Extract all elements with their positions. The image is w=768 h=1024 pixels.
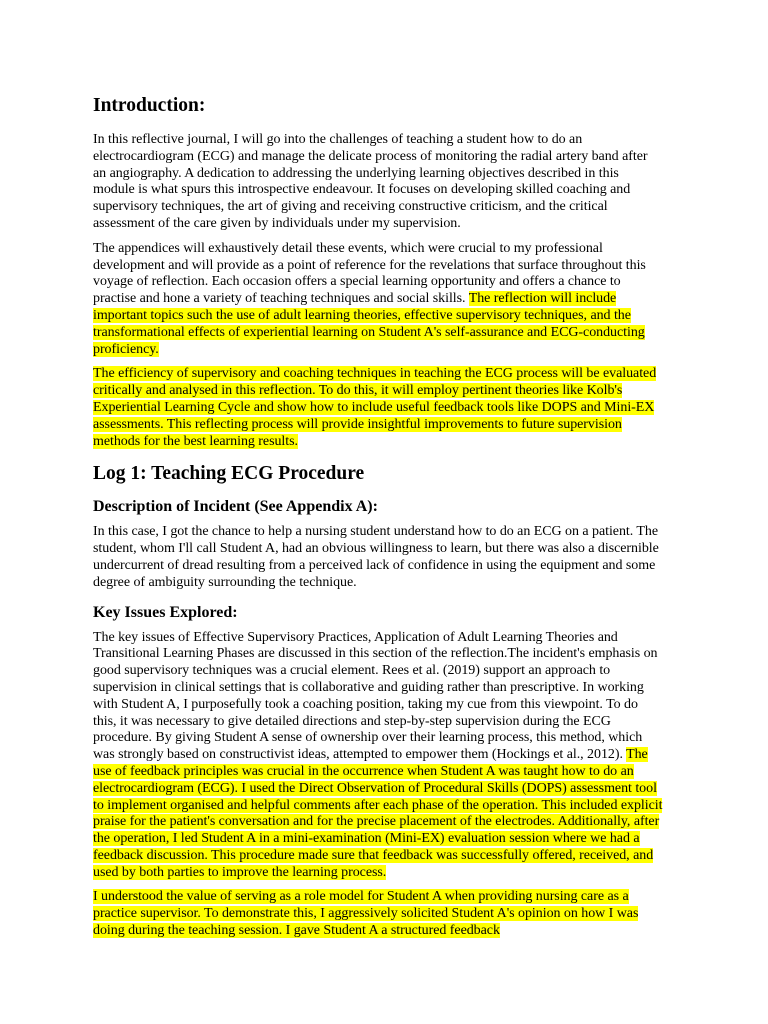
key-issues-paragraph-1-text: The key issues of Effective Supervisory Practices, Application of Adult Learning Theories and Transitional Learning Phases are discussed in this section of the reflection.The incident's emphasis on good supervisory techniques was a crucial element. Rees et al. (2019) support an approach to supervision in clinical settings that is collaborative and guiding rather than prescriptive. In working with Student A, I purposefully took a coaching position, taking my cue from this viewpoint. To do this, it was necessary to give detailed directions and step-by-step supervision during the ECG procedure. By giving Student A sense of ownership over their learning process, this method, which was strongly based on constructivist ideas, attempted to empower them (Hockings et al., 2012).: [93, 629, 658, 763]
introduction-heading: Introduction:: [93, 95, 206, 116]
intro-paragraph-2-text: The appendices will exhaustively detail these events, which were crucial to my professional development and will provide as a point of reference for the revelations that surface throughout this voyage of reflection. Each occasion offers a special learning opportunity and offers a chance to practise and hone a variety of teaching techniques and social skills.: [93, 240, 646, 307]
key-issues-paragraph-2: [93, 889, 663, 939]
log1-heading: Log 1: Teaching ECG Procedure: [93, 463, 365, 485]
key-issues-paragraph-1: [93, 630, 663, 882]
key-issues-heading: Key Issues Explored:: [93, 603, 238, 621]
intro-paragraph-2-highlight: The reflection will include important topics such the use of adult learning theories, effective supervisory techniques, and the transformational effects of experiential learning on Student A's self-assurance and ECG-conducting proficiency.: [93, 291, 645, 357]
document-page: [93, 90, 663, 948]
key-issues-paragraph-2-highlight: I understood the value of serving as a role model for Student A when providing nursing care as a practice supervisor. To demonstrate this, I aggressively solicited Student A's opinion on how I was doing during the teaching session. I gave Student A a structured feedback: [93, 889, 639, 939]
intro-paragraph-3-highlight: The efficiency of supervisory and coaching techniques in teaching the ECG process will be evaluated critically and analysed in this reflection. To do this, it will employ pertinent theories like Kolb's Experiential Learning Cycle and show how to include useful feedback tools like DOPS and Mini-EX assessments. This reflecting process will provide insightful improvements to future supervision methods for the best learning results.: [93, 366, 657, 449]
intro-paragraph-2: [93, 241, 663, 359]
incident-paragraph: In this case, I got the chance to help a nursing student understand how to do an ECG on a patient. The student, whom I'll call Student A, had an obvious willingness to learn, but there was also a discernible undercurrent of dread resulting from a perceived lack of confidence in using the equipment and some degree of ambiguity surrounding the technique.: [93, 524, 659, 590]
intro-paragraph-3: [93, 366, 663, 450]
key-issues-paragraph-1-highlight: The use of feedback principles was crucial in the occurrence when Student A was taught how to do an electrocardiogram (ECG). I used the Direct Observation of Procedural Skills (DOPS) assessment tool to implement organised and helpful comments after each phase of the operation. This included explicit praise for the patient's conversation and for the precise placement of the electrodes. Additionally, after the operation, I led Student A in a mini-examination (Mini-EX) evaluation session where we had a feedback discussion. This procedure made sure that feedback was successfully offered, received, and used by both parties to improve the learning process.: [93, 747, 663, 880]
incident-heading: Description of Incident (See Appendix A):: [93, 498, 378, 516]
intro-paragraph-1: In this reflective journal, I will go into the challenges of teaching a student how to do an electrocardiogram (ECG) and manage the delicate process of monitoring the radial artery band after an angiography. A dedication to addressing the underlying learning objectives described in this module is what spurs this introspective endeavour. It focuses on developing skilled coaching and supervisory techniques, the art of giving and receiving constructive criticism, and the critical assessment of the care given by individuals under my supervision.: [93, 132, 648, 231]
